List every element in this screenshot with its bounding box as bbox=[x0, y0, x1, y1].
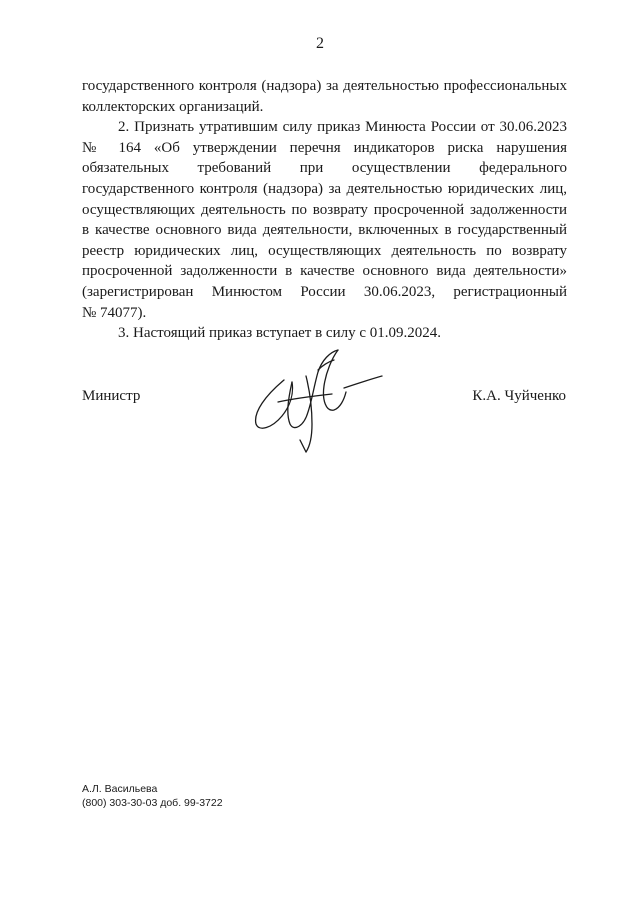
text-line: государственного контроля (надзора) за деятельностью юридических лиц, bbox=[82, 180, 567, 197]
contact-phone: (800) 303-30-03 доб. 99-3722 bbox=[82, 797, 223, 809]
text-line: обязательных требований при осуществлении федерального bbox=[82, 160, 567, 177]
text-line: 2. Признать утратившим силу приказ Минюста России от 30.06.2023 bbox=[118, 119, 567, 136]
signer-name: К.А. Чуйченко bbox=[472, 388, 566, 404]
contact-name: А.Л. Васильева bbox=[82, 783, 158, 795]
text-line: коллекторских организаций. bbox=[82, 98, 264, 115]
contact-block bbox=[82, 782, 223, 810]
text-line: № 164 «Об утверждении перечня индикаторов риска нарушения bbox=[82, 139, 567, 156]
text-line: 3. Настоящий приказ вступает в силу с 01.09.2024. bbox=[118, 325, 441, 342]
text-line: № 74077). bbox=[82, 304, 147, 321]
paragraph-1 bbox=[82, 76, 567, 117]
text-line: реестр юридических лиц, осуществляющих деятельность по возврату bbox=[82, 242, 567, 259]
text-line: осуществляющих деятельность по возврату просроченной задолженности bbox=[82, 201, 567, 218]
text-line: (зарегистрирован Минюстом России 30.06.2023, регистрационный bbox=[82, 283, 567, 300]
signer-title: Министр bbox=[82, 388, 141, 404]
text-line: государственного контроля (надзора) за деятельностью профессиональных bbox=[82, 78, 567, 94]
document-body bbox=[82, 76, 567, 344]
handwritten-signature-icon bbox=[248, 340, 383, 460]
text-line: просроченной задолженности в качестве основного вида деятельности» bbox=[82, 263, 567, 280]
page-number: 2 bbox=[316, 35, 324, 52]
text-line: в качестве основного вида деятельности, включенных в государственный bbox=[82, 222, 567, 239]
paragraph-2 bbox=[82, 117, 567, 323]
